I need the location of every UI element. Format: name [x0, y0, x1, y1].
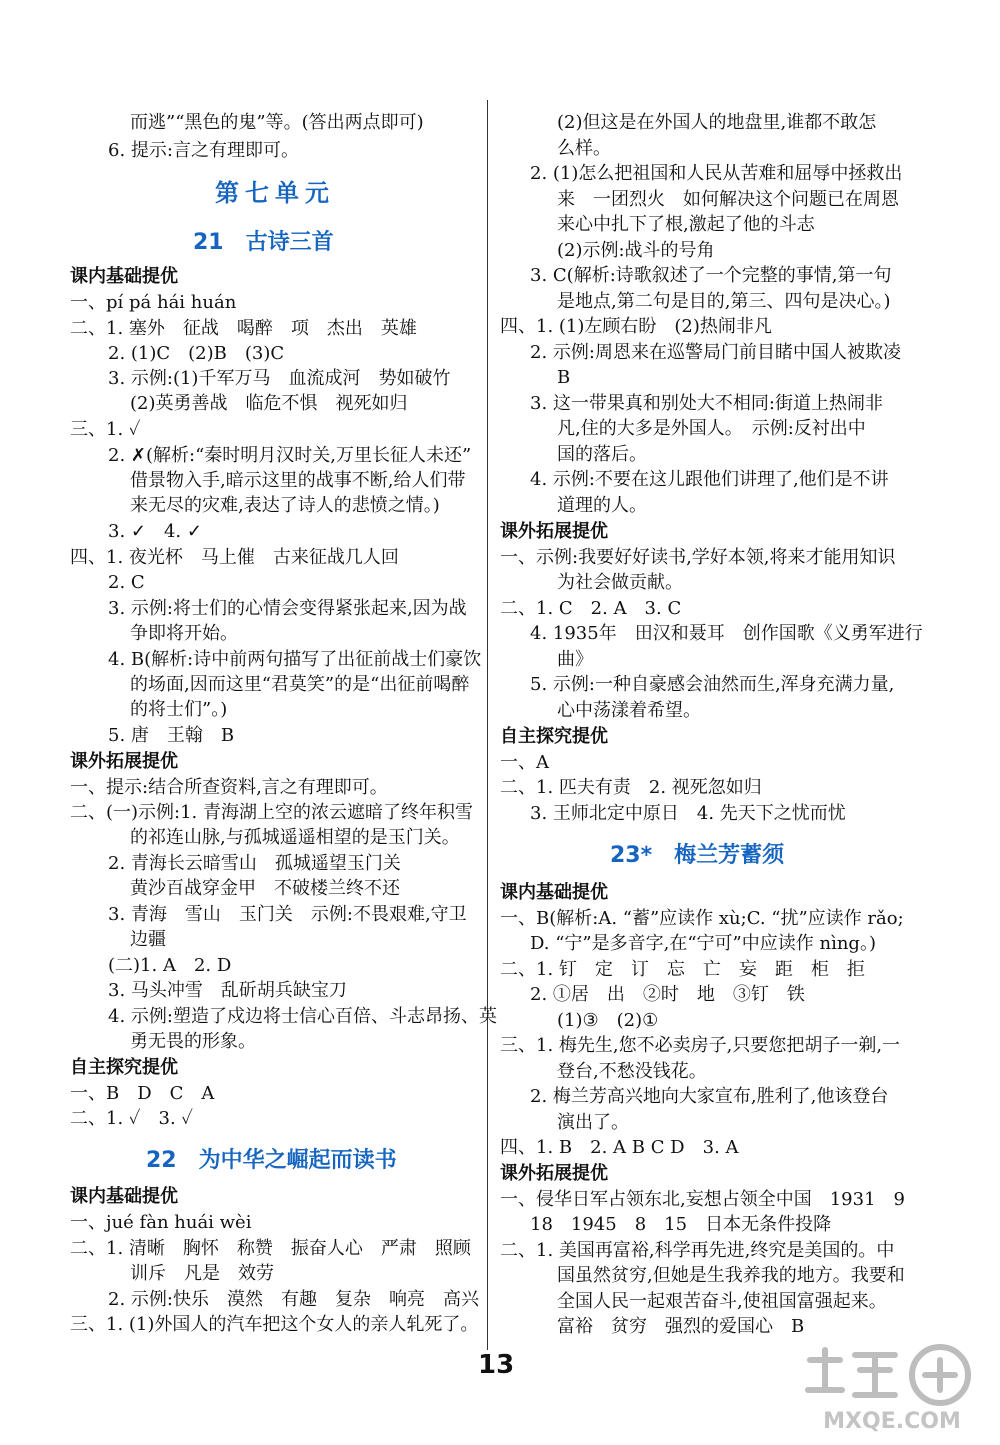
text-line: 3. 马头冲雪 乱斫胡兵缺宝刀: [108, 980, 347, 1001]
text-line: 道理的人。: [557, 495, 647, 516]
column-divider: [487, 100, 488, 1350]
lesson-title-23: 23* 梅兰芳蓄须: [610, 843, 785, 868]
text-line: 3. 示例:将士们的心情会变得紧张起来,因为战: [108, 598, 467, 619]
text-line: 演出了。: [557, 1112, 629, 1133]
text-line: 一、B(解析:A. “蓄”应读作 xù;C. “扰”应读作 rǎo;: [500, 908, 904, 929]
text-line: 二、1. 匹夫有责 2. 视死忽如归: [500, 777, 762, 798]
text-line: 凡,住的大多是外国人。 示例:反衬出中: [557, 418, 866, 439]
text-line: 么样。: [557, 138, 611, 159]
text-line: 国虽然贫穷,但她是生我养我的地方。我要和: [557, 1265, 905, 1286]
text-line: 二、1. ✓ 3. ✓: [70, 1108, 194, 1129]
text-line: 2. 青海长云暗雪山 孤城遥望玉门关: [108, 853, 401, 874]
text-line: 国的落后。: [557, 444, 647, 465]
text-line: 四、1. (1)左顾右盼 (2)热闹非凡: [500, 316, 772, 337]
page-number: 13: [478, 1350, 515, 1380]
text-line: 4. 示例:不要在这儿跟他们讲理了,他们是不讲: [530, 469, 889, 490]
text-line: 2. (1)怎么把祖国和人民从苦难和屈辱中拯救出: [530, 163, 903, 184]
text-line: 二、1. 美国再富裕,科学再先进,终究是美国的。中: [500, 1240, 895, 1261]
text-line: 2. 示例:周恩来在巡警局门前目睹中国人被欺凌: [530, 342, 901, 363]
text-line: 2. (1)C (2)B (3)C: [108, 343, 285, 364]
text-line: 一、jué fàn huái wèi: [70, 1212, 252, 1233]
text-line: 的祁连山脉,与孤城遥遥相望的是玉门关。: [130, 827, 460, 848]
text-line: 来心中扎下了根,激起了他的斗志: [557, 214, 815, 235]
text-line: 一、示例:我要好好读书,学好本领,将来才能用知识: [500, 547, 896, 568]
text-line: 富裕 贫穷 强烈的爱国心 B: [557, 1316, 805, 1337]
text-line: 一、侵华日军占领东北,妄想占领全中国 1931 9: [500, 1189, 905, 1210]
text-line: 的将士们”。): [130, 699, 228, 720]
text-line: 而逃”“黑色的鬼”等。(答出两点即可): [130, 112, 424, 133]
text-line: 二、1. 钉 定 订 忘 亡 妄 距 柜 拒: [500, 959, 865, 980]
text-line: (2)示例:战斗的号角: [557, 240, 715, 261]
text-line: 18 1945 8 15 日本无条件投降: [530, 1214, 832, 1235]
lesson-title-21: 21 古诗三首: [193, 230, 334, 255]
text-line: 黄沙百战穿金甲 不破楼兰终不还: [130, 878, 400, 899]
text-line: 3. C(解析:诗歌叙述了一个完整的事情,第一句: [530, 265, 892, 286]
section-heading: 课内基础提优: [70, 1186, 178, 1207]
text-line: 一、B D C A: [70, 1083, 215, 1104]
text-line: 全国人民一起艰苦奋斗,使祖国富强起来。: [557, 1291, 887, 1312]
section-heading: 自主探究提优: [70, 1057, 178, 1078]
watermark-icon: [800, 1340, 985, 1435]
text-line: (2)但这是在外国人的地盘里,谁都不敢怎: [557, 112, 877, 133]
watermark-text: MXQE.COM: [823, 1409, 961, 1434]
text-line: 来 一团烈火 如何解决这个问题已在周恩: [557, 189, 899, 210]
section-heading: 课外拓展提优: [70, 751, 178, 772]
text-line: 5. 示例:一种自豪感会油然而生,浑身充满力量,: [530, 674, 895, 695]
text-line: 4. B(解析:诗中前两句描写了出征前战士们豪饮: [108, 649, 482, 670]
text-line: 一、提示:结合所查资料,言之有理即可。: [70, 777, 388, 798]
section-heading: 课外拓展提优: [500, 1163, 608, 1184]
text-line: 四、1. B 2. A B C D 3. A: [500, 1137, 739, 1158]
text-line: 3. 青海 雪山 玉门关 示例:不畏艰难,守卫: [108, 904, 467, 925]
text-line: 三、1. 梅先生,您不必卖房子,只要您把胡子一剃,一: [500, 1035, 901, 1056]
text-line: 四、1. 夜光杯 马上催 古来征战几人回: [70, 547, 399, 568]
text-line: 3. ✓ 4. ✓: [108, 521, 202, 542]
text-line: B: [557, 367, 571, 388]
text-line: D. “宁”是多音字,在“宁可”中应读作 nìng。): [530, 933, 876, 954]
text-line: 为社会做贡献。: [557, 572, 683, 593]
text-line: 5. 唐 王翰 B: [108, 725, 235, 746]
text-line: 3. 示例:(1)千军万马 血流成河 势如破竹: [108, 368, 451, 389]
text-line: 训斥 凡是 效劳: [130, 1263, 274, 1284]
section-heading: 课内基础提优: [500, 882, 608, 903]
text-line: 一、A: [500, 752, 549, 773]
text-line: 借景物入手,暗示这里的战事不断,给人们带: [130, 470, 466, 491]
text-line: 2. C: [108, 572, 145, 593]
text-line: 3. 这一带果真和别处大不相同:街道上热闹非: [530, 393, 883, 414]
text-line: 2. 梅兰芳高兴地向大家宣布,胜利了,他该登台: [530, 1086, 889, 1107]
text-line: 二、(一)示例:1. 青海湖上空的浓云遮暗了终年积雪: [70, 802, 474, 823]
text-line: 2. 示例:快乐 漠然 有趣 复杂 响亮 高兴: [108, 1289, 479, 1310]
text-line: 三、1. (1)外国人的汽车把这个女人的亲人轧死了。: [70, 1314, 479, 1335]
text-line: 一、pí pá hái huán: [70, 292, 237, 313]
text-line: 4. 1935年 田汉和聂耳 创作国歌《义勇军进行: [530, 623, 923, 644]
section-heading: 自主探究提优: [500, 726, 608, 747]
text-line: 心中荡漾着希望。: [557, 700, 701, 721]
text-line: (二)1. A 2. D: [108, 955, 232, 976]
lesson-title-22: 22 为中华之崛起而读书: [146, 1148, 397, 1173]
text-line: 的场面,因而这里“君莫笑”的是“出征前喝醉: [130, 674, 470, 695]
watermark-logo: [800, 1340, 985, 1435]
section-heading: 课外拓展提优: [500, 521, 608, 542]
text-line: 3. 王师北定中原日 4. 先天下之忧而忧: [530, 803, 846, 824]
text-line: 2. ①居 出 ②时 地 ③钉 铁: [530, 984, 805, 1005]
text-line: 勇无畏的形象。: [130, 1031, 256, 1052]
text-line: 二、1. 塞外 征战 喝醉 项 杰出 英雄: [70, 318, 417, 339]
text-line: 曲》: [557, 649, 593, 670]
text-line: 2. ✗(解析:“秦时明月汉时关,万里长征人未还”: [108, 445, 472, 466]
text-line: (1)③ (2)①: [557, 1010, 659, 1031]
text-line: 登台,不愁没钱花。: [557, 1061, 707, 1082]
text-line: 二、1. 清晰 胸怀 称赞 振奋人心 严肃 照顾: [70, 1238, 471, 1259]
text-line: 三、1. ✓: [70, 419, 141, 440]
text-line: 4. 示例:塑造了戍边将士信心百倍、斗志昂扬、英: [108, 1006, 497, 1027]
unit-title: 第七单元: [215, 179, 335, 207]
text-line: 争即将开始。: [130, 623, 238, 644]
text-line: 来无尽的灾难,表达了诗人的悲愤之情。): [130, 495, 440, 516]
text-line: 6. 提示:言之有理即可。: [108, 140, 299, 161]
text-line: (2)英勇善战 临危不惧 视死如归: [130, 393, 408, 414]
section-heading: 课内基础提优: [70, 266, 178, 287]
text-line: 边疆: [130, 929, 166, 950]
text-line: 二、1. C 2. A 3. C: [500, 598, 682, 619]
text-line: 是地点,第二句是目的,第三、四句是决心。): [557, 291, 891, 312]
